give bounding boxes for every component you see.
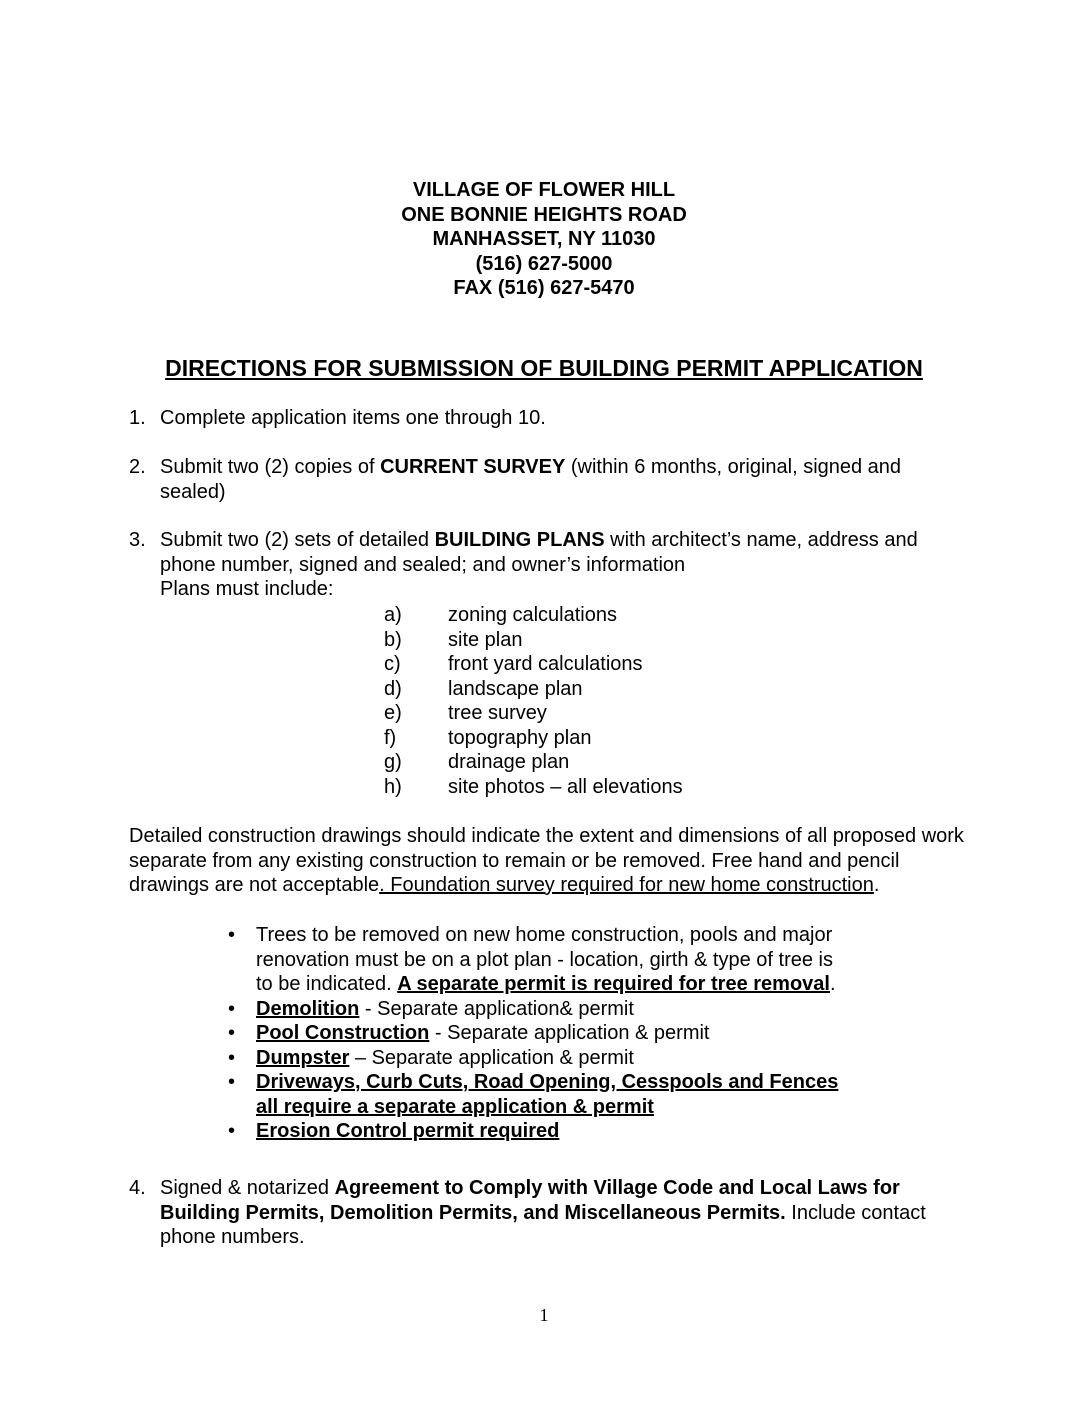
letterhead	[0, 178, 1088, 301]
item-text: site photos – all elevations	[448, 775, 683, 798]
step-2-pre: Submit two (2) copies of	[160, 456, 381, 478]
item-letter: e)	[384, 702, 402, 724]
agreement-label: Agreement to Comply with Village Code and Local Laws for Building Permits, Demolition Permits, and Miscellaneous Permits.	[160, 1177, 900, 1224]
item-letter: g)	[384, 751, 402, 773]
item-text: site plan	[448, 628, 523, 651]
step-3	[129, 528, 964, 602]
item-text: drainage plan	[448, 751, 570, 773]
step-1	[129, 406, 964, 431]
step-2-post: (within 6 months, original, signed and sealed)	[160, 456, 902, 503]
bullet-icon: •	[228, 1022, 236, 1044]
step-2	[129, 455, 964, 504]
street-address: ONE BONNIE HEIGHTS ROAD	[401, 203, 687, 226]
bullet-icon: •	[228, 924, 236, 946]
step-number: 1.	[129, 407, 146, 429]
construction-note	[129, 824, 964, 898]
trees-text: Trees to be removed on new home construction, pools and major renovation must be on a plot plan - location, girth & type of tree is to be indicated.	[256, 924, 833, 995]
erosion-control-label: Erosion Control permit required	[256, 1120, 560, 1142]
item-text: tree survey	[448, 702, 547, 724]
step-3-pre: Submit two (2) sets of detailed	[160, 529, 435, 551]
list-item	[384, 677, 683, 702]
building-plans-label: BUILDING PLANS	[434, 529, 605, 551]
step-4-post: Include contact phone numbers.	[160, 1201, 926, 1248]
list-item	[384, 628, 683, 653]
bullet-icon: •	[228, 1120, 236, 1142]
pool-construction-text: - Separate application & permit	[429, 1022, 710, 1044]
item-letter: f)	[384, 726, 397, 749]
driveways-label: Driveways, Curb Cuts, Road Opening, Cesspools and Fences all require a separate application & permit	[256, 1071, 839, 1118]
page-number: 1	[539, 1305, 549, 1325]
demolition-text: - Separate application& permit	[359, 997, 634, 1020]
list-item	[384, 603, 683, 628]
list-item	[384, 652, 683, 677]
list-item	[384, 750, 683, 775]
village-name: VILLAGE OF FLOWER HILL	[412, 179, 676, 201]
step-4-pre: Signed & notarized	[160, 1177, 335, 1199]
step-text	[160, 1176, 964, 1250]
list-item	[384, 775, 683, 800]
list-item	[228, 1119, 848, 1144]
bullet-icon: •	[228, 1046, 236, 1069]
list-item	[228, 1070, 848, 1119]
construction-note-end: .	[873, 874, 880, 896]
list-item	[228, 923, 848, 997]
demolition-label: Demolition	[256, 997, 360, 1020]
step-text	[160, 528, 964, 602]
item-text: landscape plan	[448, 677, 583, 700]
step-4	[129, 1176, 964, 1250]
step-number: 4.	[129, 1177, 146, 1199]
list-item	[228, 997, 848, 1022]
list-item	[384, 701, 683, 726]
plans-intro: Plans must include:	[160, 578, 334, 600]
phone-number: (516) 627-5000	[475, 252, 613, 275]
item-letter: a)	[384, 604, 402, 626]
plans-requirements-list	[384, 603, 683, 799]
dumpster-label: Dumpster	[256, 1046, 350, 1069]
trees-end: .	[829, 973, 836, 995]
bullet-icon: •	[228, 1071, 236, 1093]
document-title: DIRECTIONS FOR SUBMISSION OF BUILDING PERMIT APPLICATION	[165, 355, 923, 381]
step-text	[160, 455, 964, 504]
item-letter: h)	[384, 775, 402, 798]
item-letter: d)	[384, 677, 402, 700]
step-number: 3.	[129, 529, 146, 551]
foundation-survey-note: . Foundation survey required for new home construction	[379, 874, 874, 896]
step-number: 2.	[129, 456, 146, 478]
step-3-post: with architect’s name, address and phone number, signed and sealed; and owner’s information	[160, 529, 918, 576]
item-letter: b)	[384, 628, 402, 651]
item-text: zoning calculations	[448, 604, 617, 626]
item-text: front yard calculations	[448, 653, 643, 675]
pool-construction-label: Pool Construction	[256, 1022, 430, 1044]
item-letter: c)	[384, 653, 401, 675]
current-survey-label: CURRENT SURVEY	[380, 456, 566, 478]
dumpster-text: – Separate application & permit	[349, 1046, 634, 1069]
list-item	[228, 1021, 848, 1046]
list-item	[228, 1046, 848, 1071]
tree-permit-emphasis: A separate permit is required for tree removal	[397, 973, 830, 995]
city-state-zip: MANHASSET, NY 11030	[432, 228, 656, 250]
bullet-icon: •	[228, 997, 236, 1020]
construction-note-text: Detailed construction drawings should indicate the extent and dimensions of all proposed work separate from any existing construction to remain or be removed. Free hand and pencil drawings are not acceptable	[129, 825, 964, 896]
item-text: topography plan	[448, 726, 592, 749]
fax-number: FAX (516) 627-5470	[453, 277, 635, 299]
step-1-text: Complete application items one through 10.	[160, 407, 546, 429]
step-text	[160, 406, 964, 431]
separate-permits-list	[228, 923, 848, 1144]
list-item	[384, 726, 683, 751]
